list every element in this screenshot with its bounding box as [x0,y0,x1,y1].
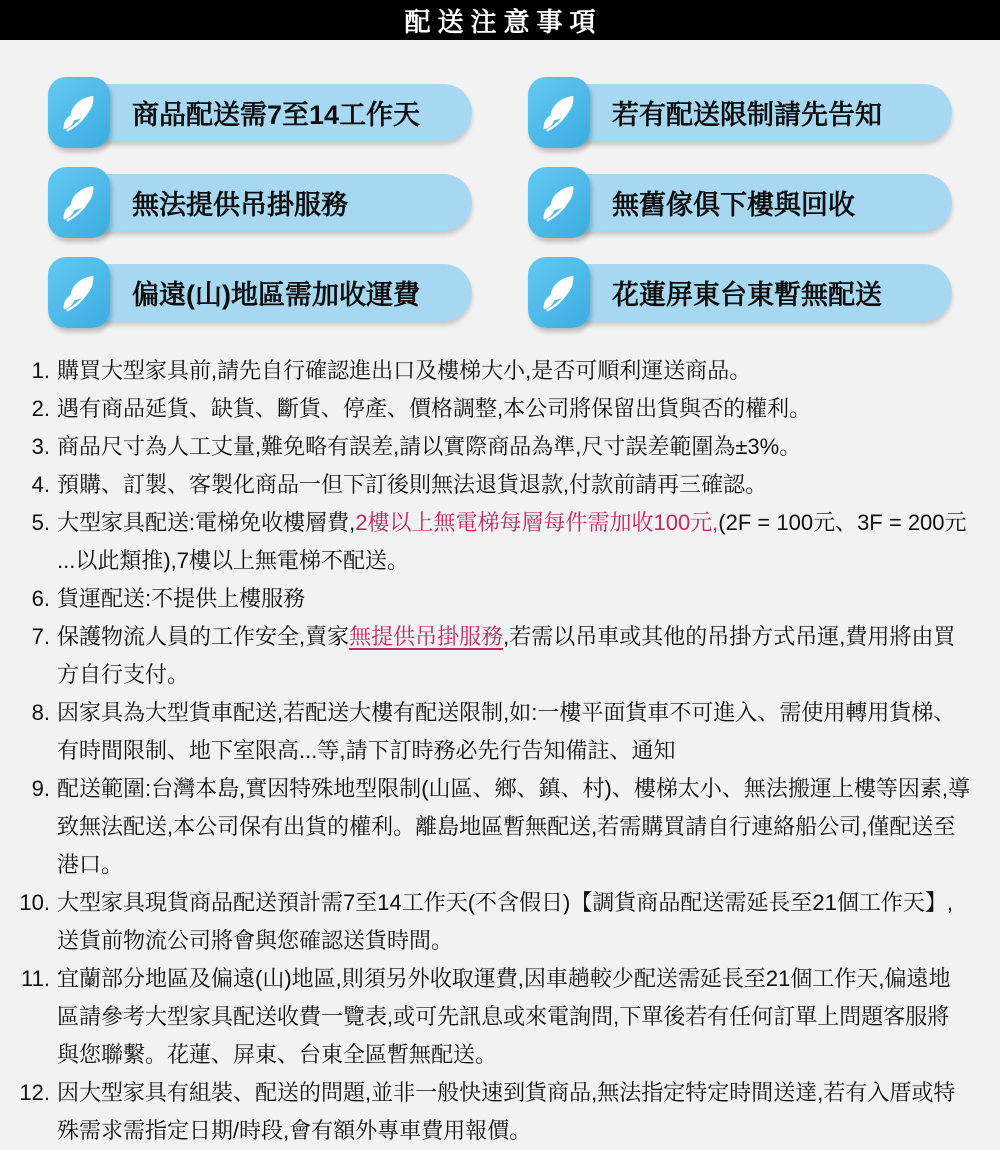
text-segment: 貨運配送:不提供上樓服務 [57,586,306,611]
list-item-number: 3. [31,434,50,459]
text-segment: 遇有商品延貨、缺貨、斷貨、停產、價格調整,本公司將保留出貨與否的權利。 [57,396,812,421]
list-item-text [57,960,970,1074]
list-item [16,1074,970,1150]
list-item [16,504,970,580]
list-item-text [57,466,970,504]
badge-label: 偏遠(山)地區需加收運費 [132,280,420,310]
badge [528,167,952,238]
list-item-number: 2. [31,396,50,421]
list-item-number: 1. [31,358,50,383]
highlighted-text: 無提供吊掛服務 [349,624,504,649]
list-item-number: 9. [31,776,50,801]
list-item-number: 6. [31,586,50,611]
text-segment: 因大型家具有組裝、配送的問題,並非一般快速到貨商品,無法指定特定時間送達,若有入厝或特殊需求需指定日期/時段,會有額外專車費用報價。 [57,1080,956,1143]
leaf-icon [48,77,110,148]
badge-pill [62,174,472,231]
notes-list [0,352,1000,1150]
page-header [0,0,1000,40]
list-item-text [57,1074,970,1150]
badge-label: 無法提供吊掛服務 [132,190,348,220]
list-item-text [57,504,970,580]
badge-pill [62,264,472,321]
list-item-number: 11. [21,966,50,991]
badge-pill [62,84,472,141]
page-title: 配送注意事項 [404,6,603,37]
badge-label: 無舊傢俱下樓與回收 [612,190,855,220]
badge-label: 若有配送限制請先告知 [612,100,882,130]
text-segment: 因家具為大型貨車配送,若配送大樓有配送限制,如:一樓平面貨車不可進入、需使用轉用貨梯、有時間限制、地下室限高...等,請下訂時務必先行告知備註、通知 [57,700,956,763]
leaf-icon [528,167,590,238]
badge [48,167,472,238]
list-item [16,580,970,618]
list-item-text [57,618,970,694]
list-item-text [57,884,970,960]
text-segment: 大型家具配送:電梯免收樓層費, [57,510,356,535]
badges-section [0,40,1000,352]
list-item-number: 4. [31,472,50,497]
list-item-text [57,694,970,770]
list-item [16,428,970,466]
list-item-text [57,390,970,428]
text-segment: 商品尺寸為人工丈量,難免略有誤差,請以實際商品為準,尺寸誤差範圍為±3%。 [57,434,802,459]
badge-pill [542,174,952,231]
list-item-text [57,770,970,884]
list-item [16,390,970,428]
text-segment: 配送範圍:台灣本島,實因特殊地型限制(山區、鄉、鎮、村)、樓梯太小、無法搬運上樓等因素,導致無法配送,本公司保有出貨的權利。離島地區暫無配送,若需購買請自行連絡船公司,僅配送至港口。 [57,776,970,877]
list-item [16,884,970,960]
badge-pill [542,264,952,321]
list-item-number: 8. [31,700,50,725]
badge-label: 商品配送需7至14工作天 [132,100,421,130]
text-segment: 保護物流人員的工作安全,賣家 [57,624,350,649]
leaf-icon [528,257,590,328]
list-item [16,960,970,1074]
list-item-number: 7. [31,624,50,649]
badge [528,77,952,148]
text-segment: (2F = 100元、3F = 200元...以此類推),7樓以上無電梯不配送。 [57,510,967,573]
leaf-icon [48,257,110,328]
badge-pill [542,84,952,141]
list-item-text [57,428,970,466]
list-item [16,352,970,390]
highlighted-text: 2樓以上無電梯每層每件需加收100元, [355,510,719,535]
list-item [16,770,970,884]
list-item-number: 12. [19,1080,50,1105]
list-item [16,694,970,770]
list-item-text [57,352,970,390]
leaf-icon [48,167,110,238]
text-segment: 購買大型家具前,請先自行確認進出口及樓梯大小,是否可順利運送商品。 [57,358,752,383]
text-segment: 預購、訂製、客製化商品一但下訂後則無法退貨退款,付款前請再三確認。 [57,472,768,497]
list-item [16,466,970,504]
text-segment: ,若需以吊車或其他的吊掛方式吊運,費用將由買方自行支付。 [57,624,956,687]
list-item [16,618,970,694]
badge [48,77,472,148]
badge [48,257,472,328]
text-segment: 宜蘭部分地區及偏遠(山)地區,則須另外收取運費,因車趟較少配送需延長至21個工作天,偏遠地區請參考大型家具配送收費一覽表,或可先訊息或來電詢問,下單後若有任何訂單上問題客服將與您聯繫。花蓮、屏東、台東全區暫無配送。 [57,966,951,1067]
badge [528,257,952,328]
leaf-icon [528,77,590,148]
badge-label: 花蓮屏東台東暫無配送 [612,280,882,310]
list-item-text [57,580,970,618]
list-item-number: 10. [19,890,50,915]
text-segment: 大型家具現貨商品配送預計需7至14工作天(不含假日)【調貨商品配送需延長至21個工作天】,送貨前物流公司將會與您確認送貨時間。 [57,890,953,953]
list-item-number: 5. [31,510,50,535]
